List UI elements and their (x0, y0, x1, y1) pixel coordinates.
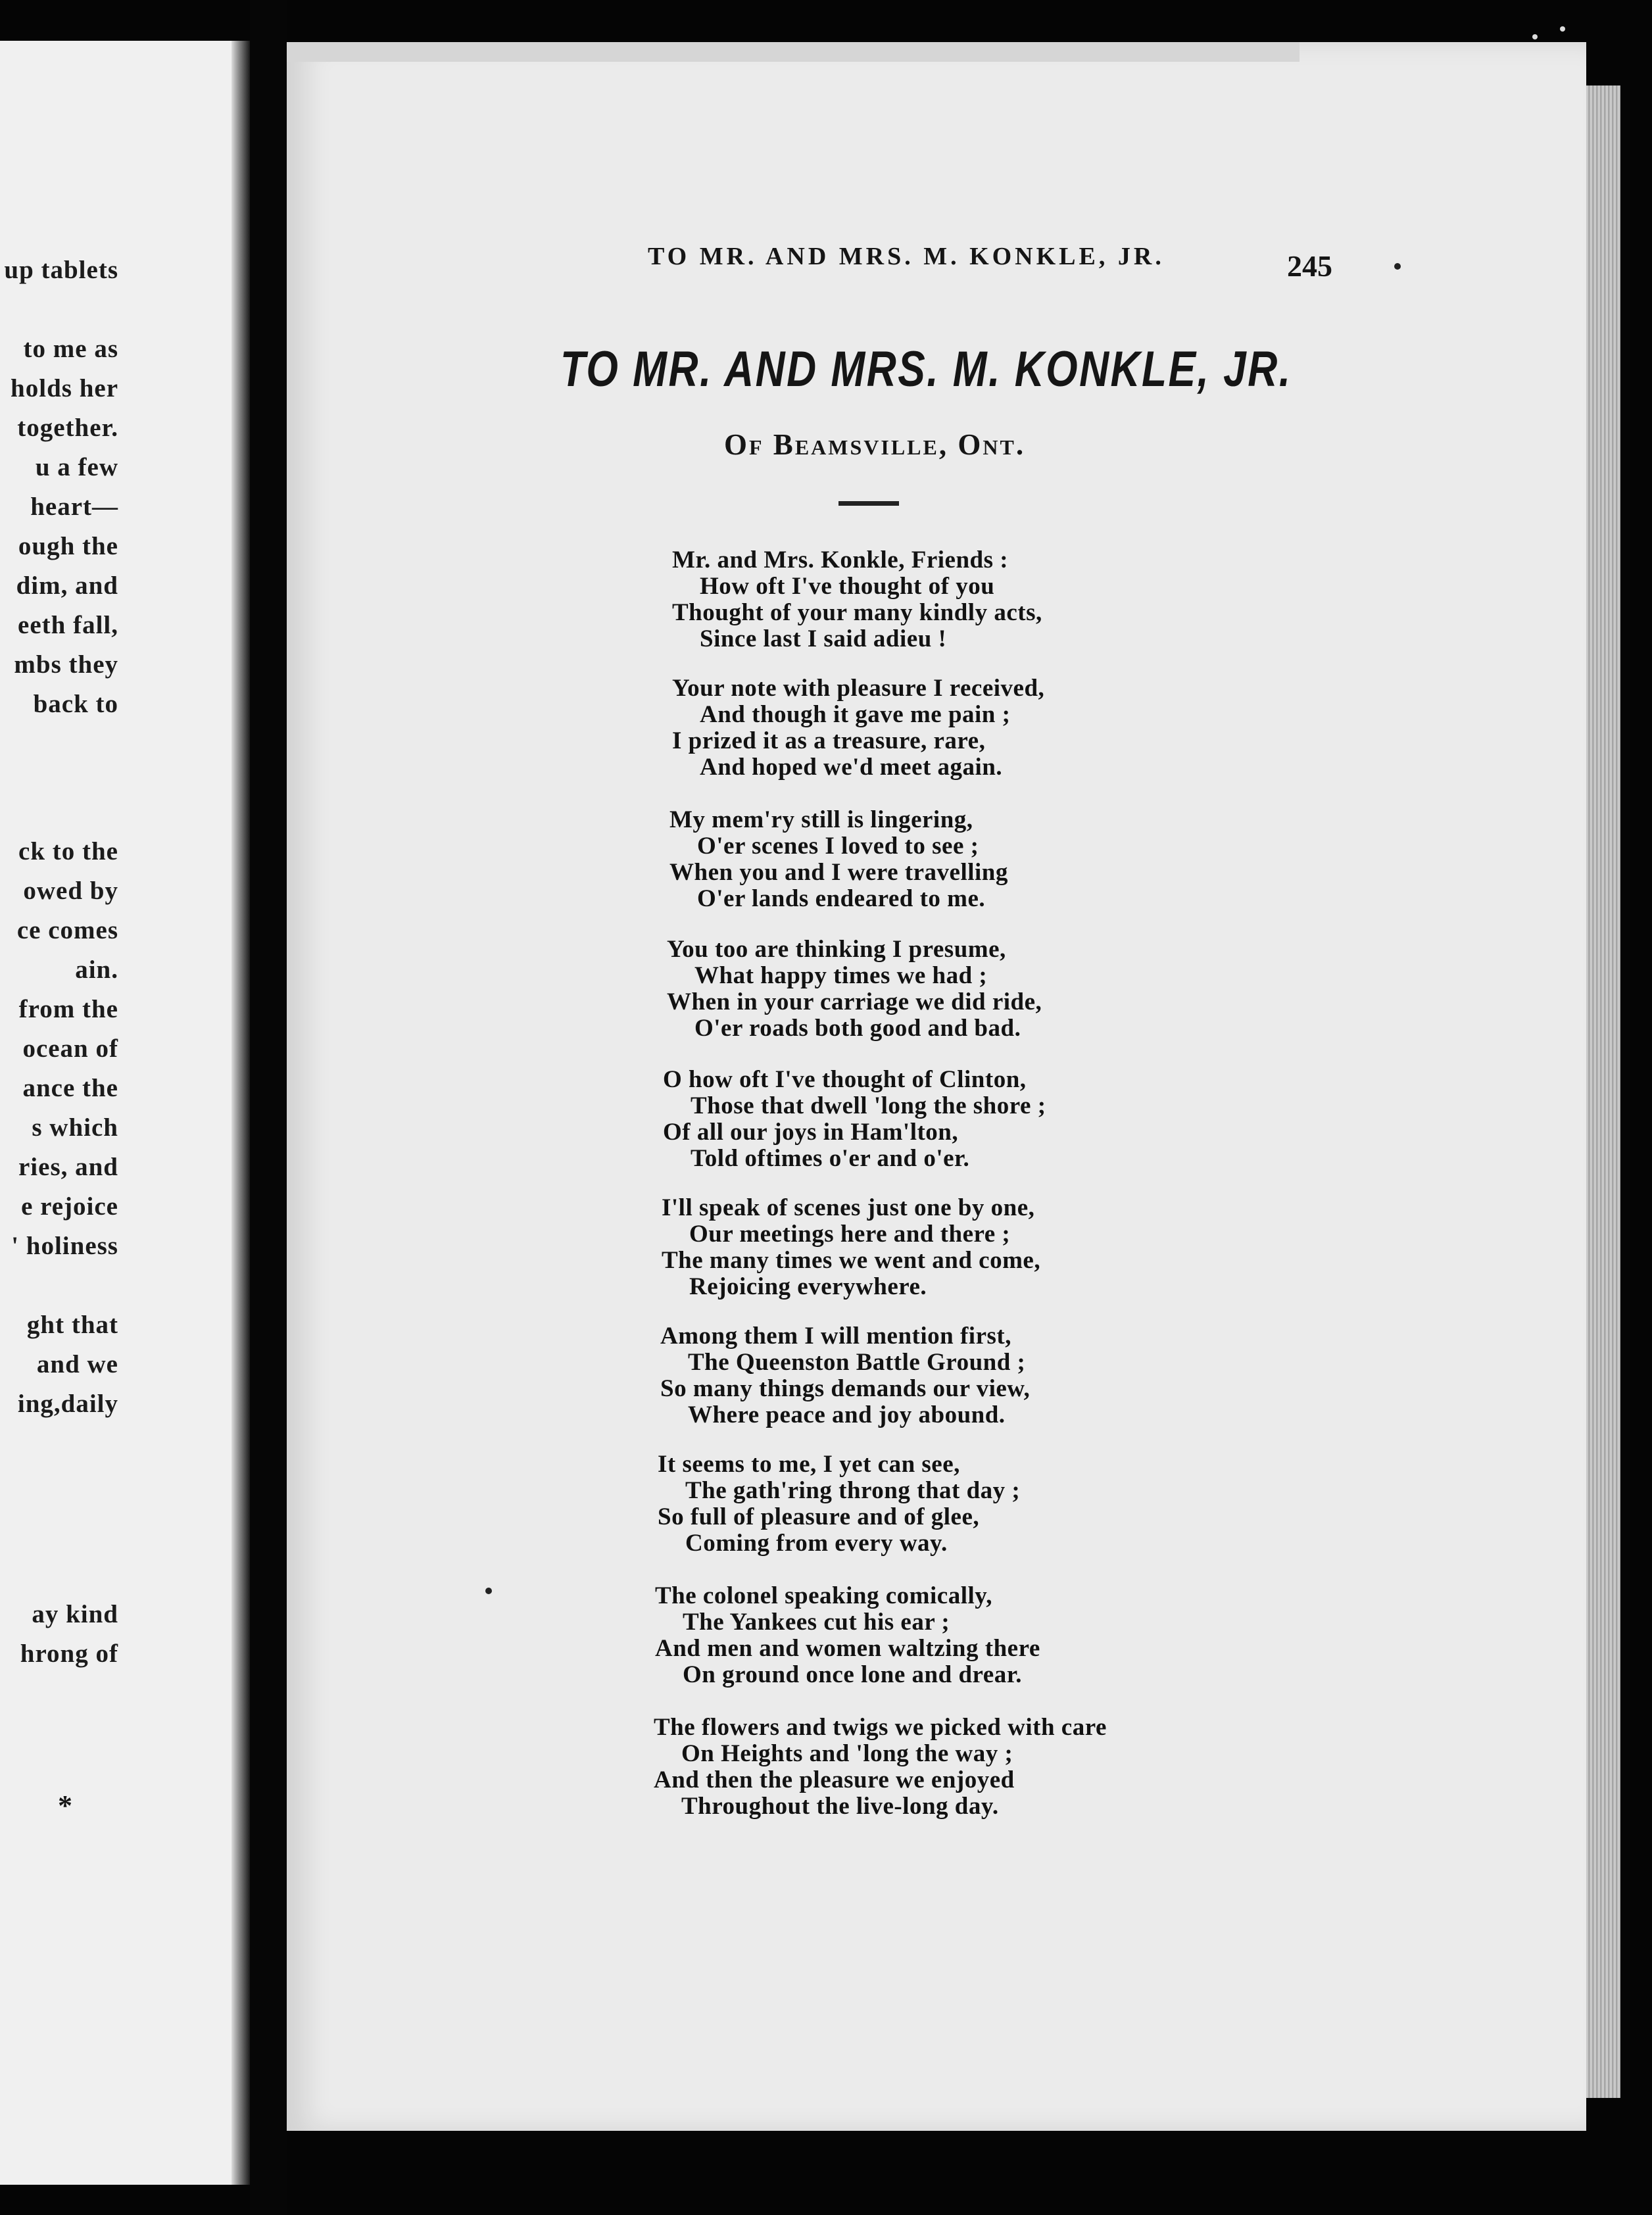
previous-page-line: heart— (30, 493, 118, 521)
previous-page-line: ough the (18, 532, 118, 560)
previous-page-line: ries, and (18, 1153, 118, 1181)
previous-page-line: ck to the (18, 837, 118, 865)
verse-line: The Yankees cut his ear ; (683, 1609, 950, 1636)
verse-line: And men and women waltzing there (655, 1635, 1040, 1662)
previous-page-line: mbs they (14, 650, 118, 679)
verse-line: The Queenston Battle Ground ; (688, 1349, 1026, 1376)
verse-line: How oft I've thought of you (700, 573, 995, 600)
previous-page-line: back to (33, 690, 118, 718)
verse-line: Thought of your many kindly acts, (672, 599, 1042, 626)
verse-line: The gath'ring throng that day ; (685, 1477, 1021, 1504)
previous-page-line: to me as (23, 335, 118, 363)
verse-line: Told oftimes o'er and o'er. (691, 1145, 970, 1172)
print-speck (1532, 34, 1538, 39)
poem-title: TO MR. AND MRS. M. KONKLE, JR. (560, 341, 1292, 397)
previous-page-line: ght that (26, 1311, 118, 1339)
verse-line: My mem'ry still is lingering, (669, 806, 973, 833)
previous-page-line: holds her (11, 374, 118, 402)
verse-line: When you and I were travelling (669, 859, 1008, 886)
book-spine (250, 0, 287, 2215)
verse-line: On ground once lone and drear. (683, 1661, 1022, 1688)
previous-page-line: from the (18, 995, 118, 1023)
previous-page-line: dim, and (16, 572, 118, 600)
previous-page-line: ce comes (16, 916, 118, 944)
verse-line: O'er scenes I loved to see ; (697, 833, 979, 860)
verse-line: Since last I said adieu ! (700, 625, 947, 652)
previous-page-line: s which (32, 1113, 118, 1142)
verse-line: Of all our joys in Ham'lton, (663, 1119, 959, 1146)
poem-subtitle: Of Beamsville, Ont. (724, 428, 1026, 461)
verse-line: So full of pleasure and of glee, (658, 1503, 980, 1530)
verse-line: What happy times we had ; (694, 962, 988, 989)
previous-page-fragment (0, 41, 238, 2185)
verse-line: And though it gave me pain ; (700, 701, 1011, 728)
verse-line: On Heights and 'long the way ; (681, 1740, 1013, 1767)
previous-page-line: together. (17, 414, 118, 442)
page-stack-edge (1586, 85, 1620, 2098)
previous-page-line: e rejoice (21, 1192, 118, 1221)
previous-page-line: owed by (23, 877, 118, 905)
verse-line: Throughout the live-long day. (681, 1793, 999, 1820)
previous-page-line: ocean of (22, 1034, 118, 1063)
verse-line: So many things demands our view, (660, 1375, 1031, 1402)
previous-page-text (0, 41, 238, 2185)
verse-line: The many times we went and come, (662, 1247, 1041, 1274)
verse-line: Mr. and Mrs. Konkle, Friends : (672, 547, 1009, 573)
previous-page-line: ance the (22, 1074, 118, 1102)
verse-line: It seems to me, I yet can see, (658, 1451, 960, 1478)
print-speck (1394, 263, 1401, 270)
running-head: TO MR. AND MRS. M. KONKLE, JR. (648, 243, 1165, 270)
page-gutter-shadow (231, 41, 250, 2185)
verse-line: The colonel speaking comically, (655, 1582, 992, 1609)
previous-page-line: ' holiness (11, 1232, 118, 1260)
verse-line: O'er roads both good and bad. (694, 1015, 1021, 1042)
previous-page-line: ay kind (32, 1600, 118, 1628)
footnote-mark: * (58, 1789, 72, 1822)
verse-line: Rejoicing everywhere. (689, 1273, 927, 1300)
previous-page-line: hrong of (20, 1640, 118, 1668)
verse-line: And then the pleasure we enjoyed (654, 1766, 1015, 1793)
verse-line: Our meetings here and there ; (689, 1221, 1011, 1248)
previous-page-line: u a few (35, 453, 118, 481)
print-speck (1560, 26, 1565, 32)
verse-line: I'll speak of scenes just one by one, (662, 1194, 1035, 1221)
title-rule (838, 501, 899, 506)
verse-line: I prized it as a treasure, rare, (672, 727, 986, 754)
verse-line: Those that dwell 'long the shore ; (691, 1092, 1046, 1119)
verse-line: The flowers and twigs we picked with care (654, 1714, 1107, 1741)
verse-line: Where peace and joy abound. (688, 1401, 1006, 1428)
verse-line: You too are thinking I presume, (667, 936, 1006, 963)
verse-line: O how oft I've thought of Clinton, (663, 1066, 1027, 1093)
previous-page-line: ing,daily (17, 1390, 118, 1418)
verse-line: And hoped we'd meet again. (700, 754, 1003, 781)
previous-page-line: and we (36, 1350, 118, 1378)
verse-line: O'er lands endeared to me. (697, 885, 986, 912)
previous-page-line: ain. (75, 956, 118, 984)
print-speck (485, 1588, 492, 1594)
page-top-edge (287, 42, 1300, 62)
previous-page-line: up tablets (4, 256, 118, 284)
verse-line: Coming from every way. (685, 1530, 948, 1557)
verse-line: When in your carriage we did ride, (667, 988, 1042, 1015)
verse-line: Your note with pleasure I received, (672, 675, 1045, 702)
verse-line: Among them I will mention first, (660, 1323, 1011, 1350)
previous-page-line: eeth fall, (18, 611, 118, 639)
page-number: 245 (1287, 249, 1332, 283)
